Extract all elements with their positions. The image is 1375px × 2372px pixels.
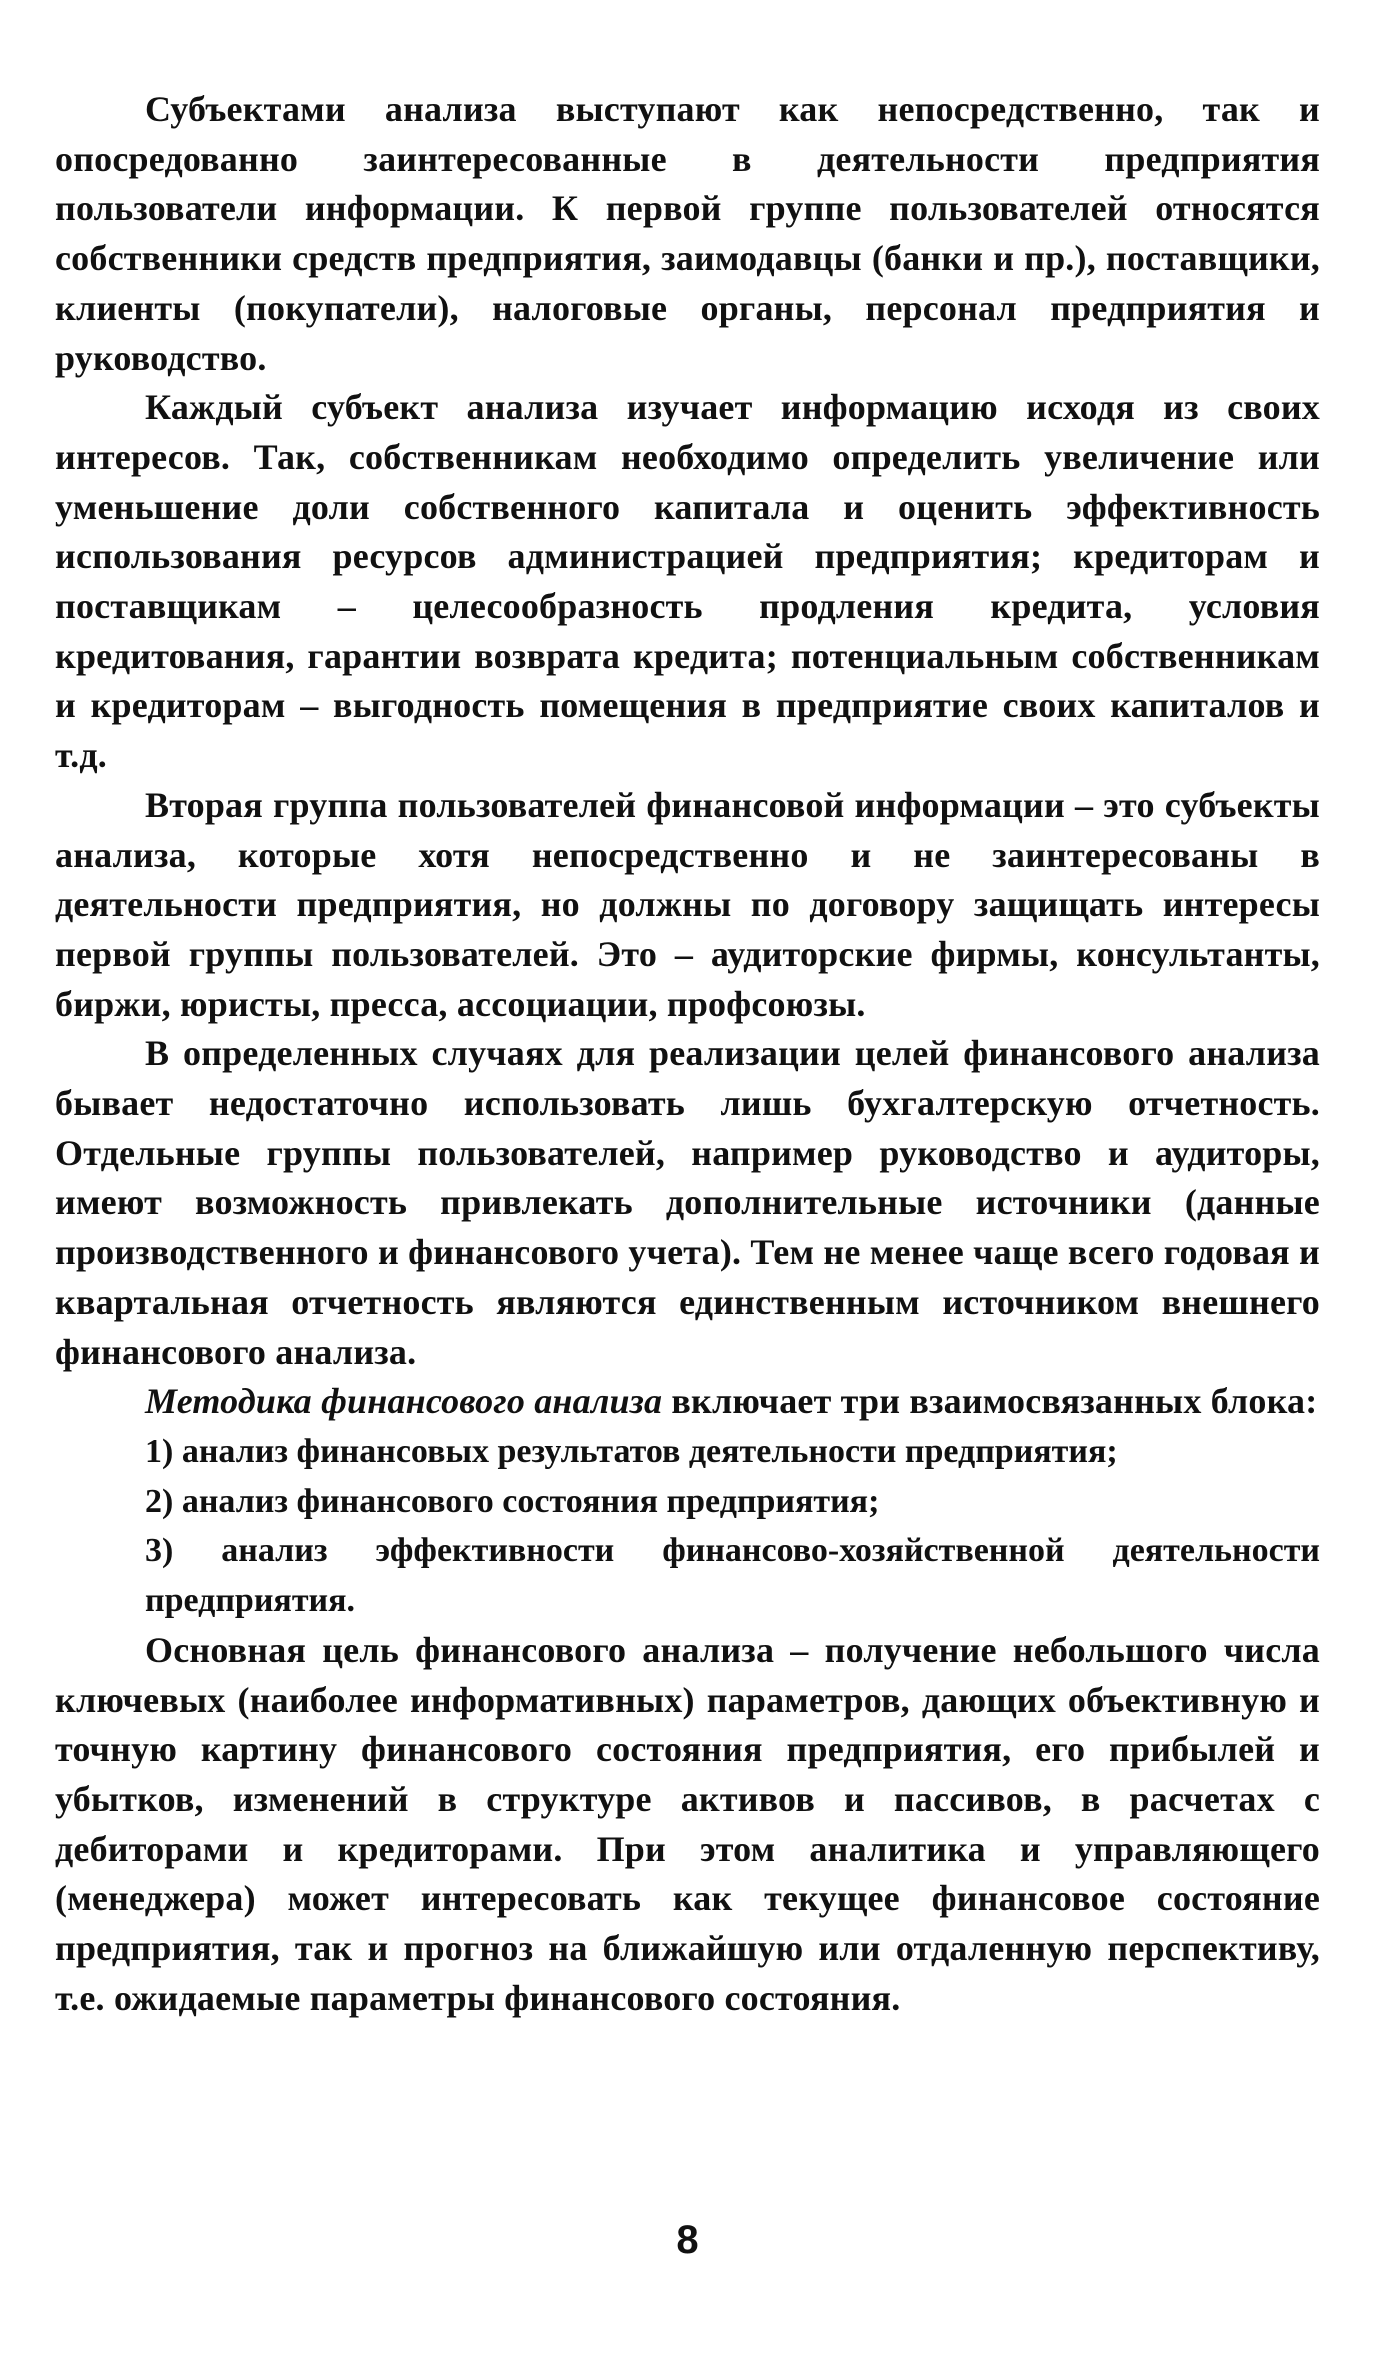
paragraph-subject-interests: Каждый субъект анализа изучает информацию исходя из своих интересов. Так, собственникам необходимо определить увеличение или уменьшение доли собственного капитала и оценить эффективность использования ресурсов администрацией предприятия; кредиторам и поставщикам – целесообразность продления кредита, условия кредитования, гарантии возврата кредита; потенциальным собственникам и кредиторам – выгодность помещения в предприятие своих капиталов и т.д. <box>55 387 1320 776</box>
paragraph-methodology <box>55 1377 1320 1427</box>
list-item: 2) анализ финансового состояния предприятия; <box>145 1482 880 1520</box>
page-number: 8 <box>676 2218 699 2262</box>
list-item: 3) анализ эффективности финансово-хозяйственной деятельности предприятия. <box>145 1532 1320 1620</box>
methodology-rest: включает три взаимосвязанных блока: <box>662 1381 1318 1422</box>
paragraph-reporting-sources: В определенных случаях для реализации целей финансового анализа бывает недостаточно использовать лишь бухгалтерскую отчетность. Отдельные группы пользователей, например руководство и аудиторы, имеют возможность привлекать дополнительные источники (данные производственного и финансового учета). Тем не менее чаще всего годовая и квартальная отчетность являются единственным источником внешнего финансового анализа. <box>55 1033 1320 1372</box>
list-item: 1) анализ финансовых результатов деятельности предприятия; <box>145 1432 1118 1470</box>
page-body <box>55 85 1320 2023</box>
methodology-lead: Методика финансового анализа <box>145 1381 663 1422</box>
paragraph-second-group: Вторая группа пользователей финансовой информации – это субъекты анализа, которые хотя непосредственно и не заинтересованы в деятельности предприятия, но должны по договору защищать интересы первой группы пользователей. Это – аудиторские фирмы, консультанты, биржи, юристы, пресса, ассоциации, профсоюзы. <box>55 784 1320 1024</box>
paragraph-main-goal: Основная цель финансового анализа – получение небольшого числа ключевых (наиболее информативных) параметров, дающих объективную и точную картину финансового состояния предприятия, его прибылей и убытков, изменений в структуре активов и пассивов, в расчетах с дебиторами и кредиторами. При этом аналитика и управляющего (менеджера) может интересовать как текущее финансовое состояние предприятия, так и прогноз на ближайшую или отдаленную перспективу, т.е. ожидаемые параметры финансового состояния. <box>55 1629 1320 2018</box>
analysis-blocks-list <box>55 1427 1320 1626</box>
paragraph-analysis-subjects: Субъектами анализа выступают как непосредственно, так и опосредованно заинтересованные в деятельности предприятия пользователи информации. К первой группе пользователей относятся собственники средств предприятия, заимодавцы (банки и пр.), поставщики, клиенты (покупатели), налоговые органы, персонал предприятия и руководство. <box>55 89 1320 378</box>
